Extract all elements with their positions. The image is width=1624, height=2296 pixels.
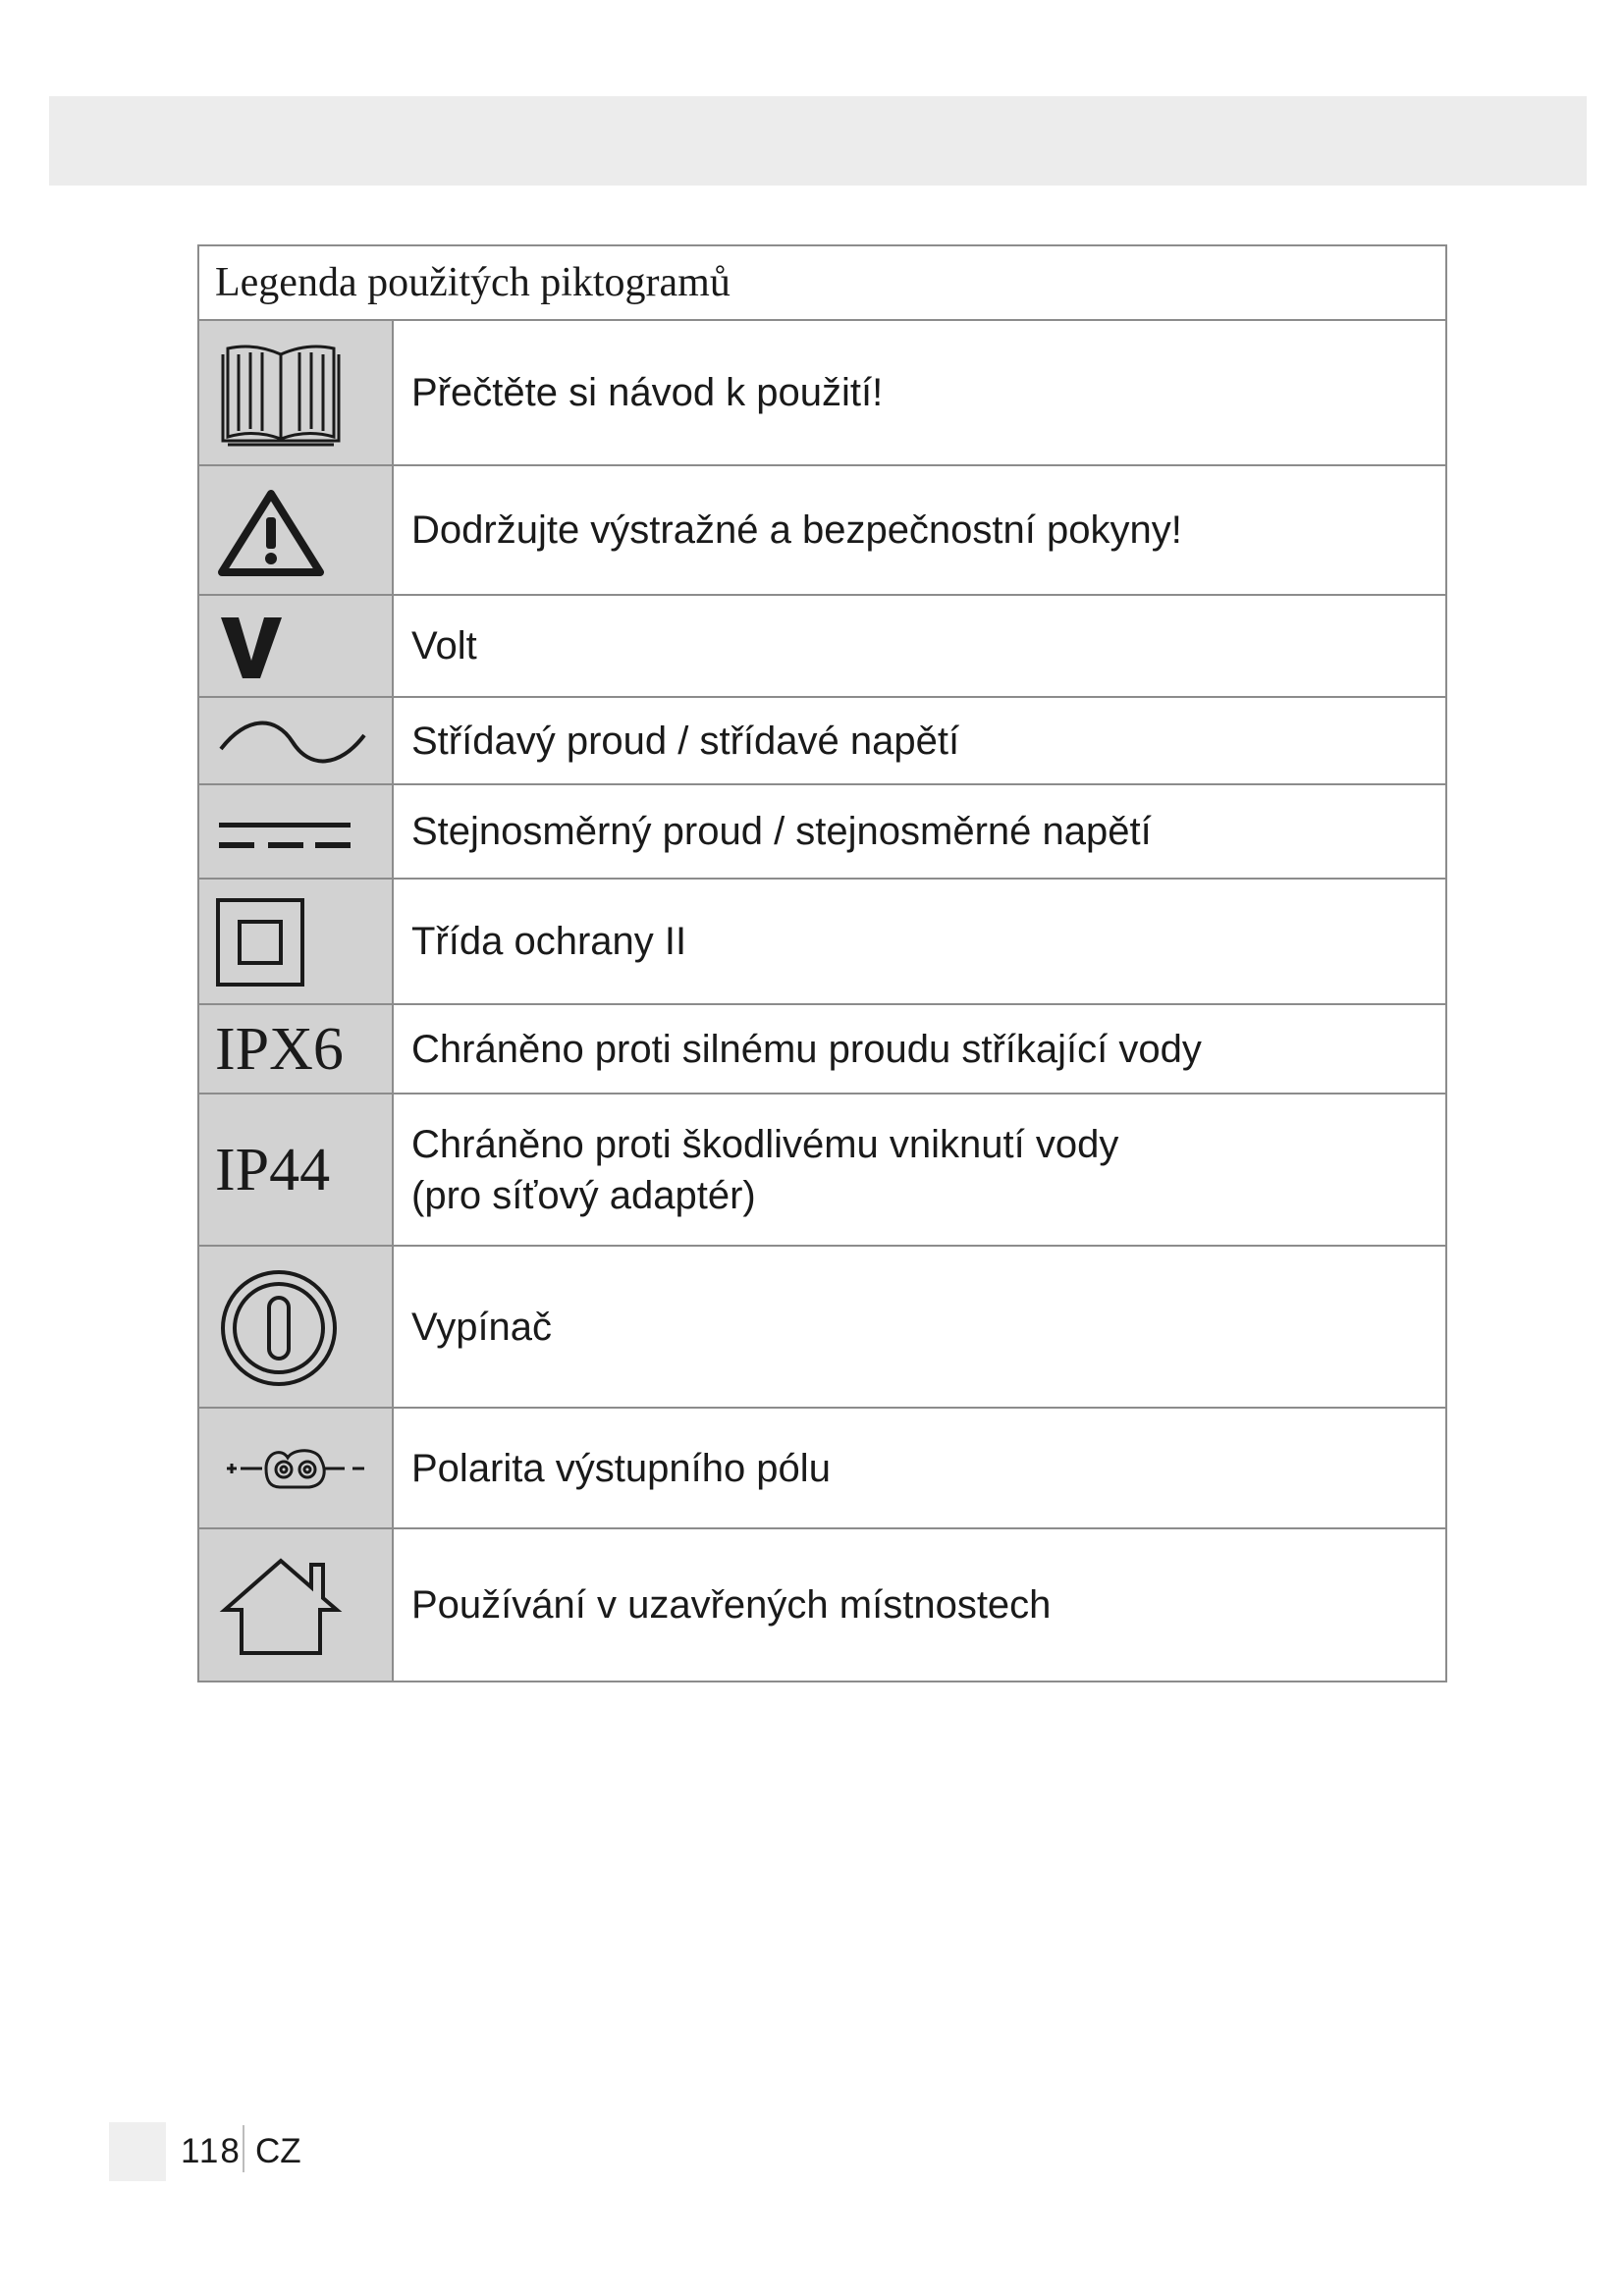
legend-text-line: Chráněno proti škodlivému vniknutí vody xyxy=(411,1122,1119,1166)
legend-text: Chráněno proti silnému proudu stříkající vody xyxy=(393,1004,1446,1094)
legend-text: Volt xyxy=(393,595,1446,697)
legend-text: Přečtěte si návod k použití! xyxy=(393,320,1446,465)
house-icon xyxy=(219,1553,343,1659)
legend-text: Střídavý proud / střídavé napětí xyxy=(393,697,1446,784)
legend-icon-cell xyxy=(198,465,393,595)
legend-row xyxy=(198,1004,1446,1094)
legend-row xyxy=(198,1094,1446,1246)
language-code: CZ xyxy=(255,2132,301,2170)
legend-icon-cell xyxy=(198,1246,393,1408)
alternating-current-icon xyxy=(217,720,368,765)
legend-row xyxy=(198,1246,1446,1408)
legend-text-line: (pro síťový adaptér) xyxy=(411,1173,756,1217)
legend-icon-cell xyxy=(198,879,393,1004)
legend-row xyxy=(198,1408,1446,1528)
legend-row xyxy=(198,595,1446,697)
footer-marker xyxy=(109,2122,166,2181)
output-polarity-icon xyxy=(223,1444,370,1493)
ipx6-label: IPX6 xyxy=(215,1016,344,1083)
legend-icon-cell xyxy=(198,1528,393,1682)
legend-text: Polarita výstupního pólu xyxy=(393,1408,1446,1528)
legend-text: Používání v uzavřených místnostech xyxy=(393,1528,1446,1682)
legend-row xyxy=(198,784,1446,879)
legend-text: Vypínač xyxy=(393,1246,1446,1408)
legend-text: Stejnosměrný proud / stejnosměrné napětí xyxy=(393,784,1446,879)
legend-row xyxy=(198,879,1446,1004)
book-icon xyxy=(219,341,343,449)
direct-current-icon xyxy=(217,819,354,852)
pictogram-legend-table xyxy=(197,244,1447,1682)
legend-icon-cell xyxy=(198,1094,393,1246)
legend-icon-cell xyxy=(198,320,393,465)
legend-title: Legenda použitých piktogramů xyxy=(198,245,1446,320)
legend-row xyxy=(198,320,1446,465)
volt-icon xyxy=(219,614,284,682)
legend-icon-cell xyxy=(198,697,393,784)
page-number: 118 xyxy=(181,2132,242,2170)
legend-row xyxy=(198,1528,1446,1682)
ip44-label: IP44 xyxy=(215,1137,331,1203)
legend-row xyxy=(198,697,1446,784)
header-band xyxy=(49,96,1587,186)
legend-icon-cell xyxy=(198,595,393,697)
legend-icon-cell xyxy=(198,1408,393,1528)
protection-class-2-icon xyxy=(215,897,305,988)
power-switch-icon xyxy=(219,1268,339,1388)
warning-triangle-icon xyxy=(217,488,325,578)
legend-text: Třída ochrany II xyxy=(393,879,1446,1004)
legend-text xyxy=(393,1094,1446,1246)
legend-icon-cell xyxy=(198,784,393,879)
legend-row xyxy=(198,465,1446,595)
legend-icon-cell xyxy=(198,1004,393,1094)
footer-divider xyxy=(243,2125,244,2172)
legend-title-row xyxy=(198,245,1446,320)
legend-text: Dodržujte výstražné a bezpečnostní pokyny! xyxy=(393,465,1446,595)
